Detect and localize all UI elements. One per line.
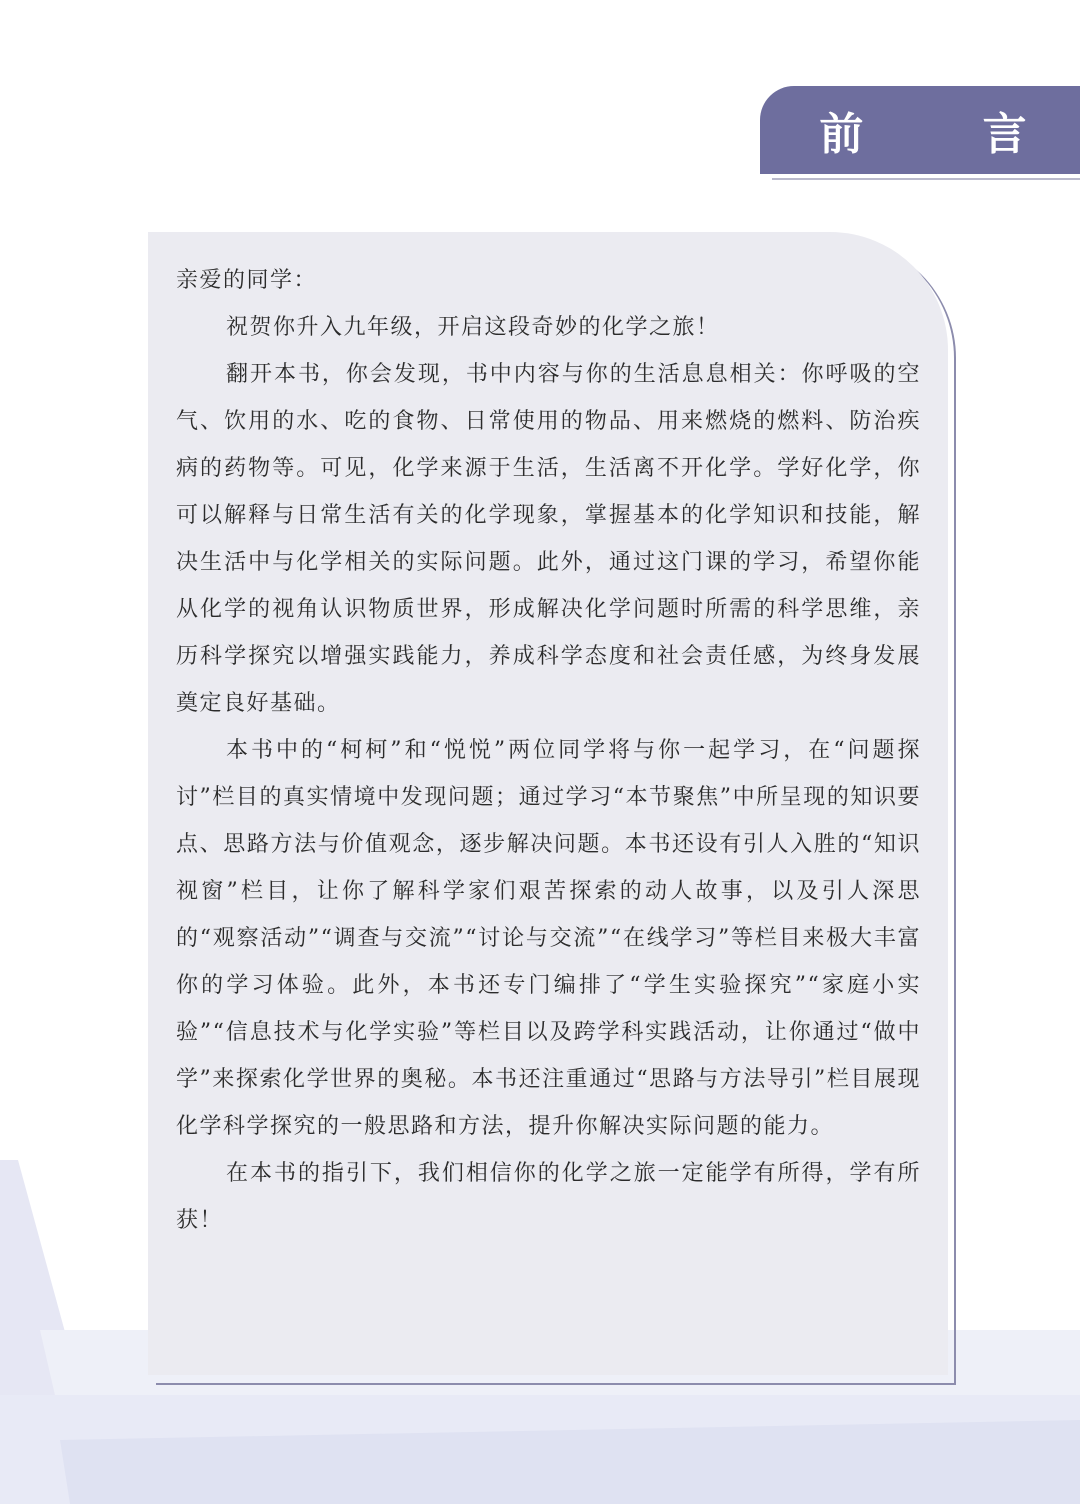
page-title: 前 言 [819,109,1079,160]
preface-title-tab [760,86,1080,174]
title-underline [772,178,1080,180]
letter-body [176,257,921,1244]
letter-greeting: 亲爱的同学： [176,268,318,293]
letter-paragraph-3: 本书中的“柯柯”和“悦悦”两位同学将与你一起学习，在“问题探讨”栏目的真实情境中发现问题；通过学习“本节聚焦”中所呈现的知识要点、思路方法与价值观念，逐步解决问题。本书还设有引人入胜的“知识视窗”栏目，让你了解科学家们艰苦探索的动人故事，以及引人深思的“观察活动”“调查与交流”“讨论与交流”“在线学习”等栏目来极大丰富你的学习体验。此外，本书还专门编排了“学生实验探究”“家庭小实验”“信息技术与化学实验”等栏目以及跨学科实践活动，让你通过“做中学”来探索化学世界的奥秘。本书还注重通过“思路与方法导引”栏目展现化学科学探究的一般思路和方法，提升你解决实际问题的能力。 [176,738,921,1139]
letter-paragraph-2: 翻开本书，你会发现，书中内容与你的生活息息相关：你呼吸的空气、饮用的水、吃的食物、日常使用的物品、用来燃烧的燃料、防治疾病的药物等。可见，化学来源于生活，生活离不开化学。学好化学，你可以解释与日常生活有关的化学现象，掌握基本的化学知识和技能，解决生活中与化学相关的实际问题。此外，通过这门课的学习，希望你能从化学的视角认识物质世界，形成解决化学问题时所需的科学思维，亲历科学探究以增强实践能力，养成科学态度和社会责任感，为终身发展奠定良好基础。 [176,362,921,716]
letter-paragraph-4: 在本书的指引下，我们相信你的化学之旅一定能学有所得，学有所获！ [176,1161,921,1233]
letter-paragraph-1: 祝贺你升入九年级，开启这段奇妙的化学之旅！ [226,315,720,340]
